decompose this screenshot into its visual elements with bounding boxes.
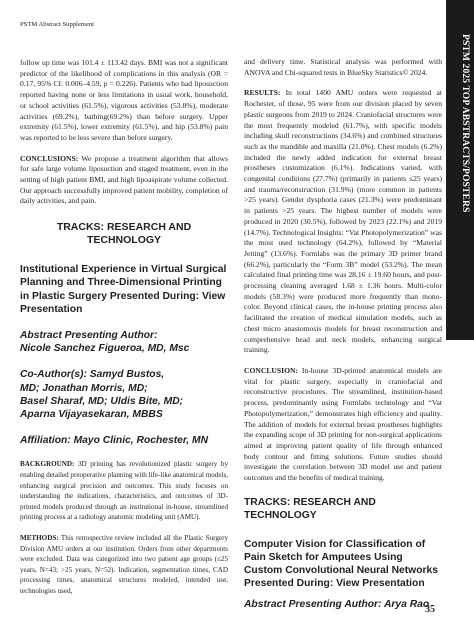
results-paragraph [244,88,442,356]
right-column [244,57,442,611]
conclusions-label: CONCLUSIONS: [20,153,79,163]
side-tab-label: PSTM 2025 TOP ABSTRACTS/POSTERS [460,34,471,213]
continued-methods-text: and delivery time. Statistical analysis was performed with ANOVA and Chi-squared tests in BlueSky Statistics© 2024. [244,57,442,77]
methods-paragraph [20,533,228,597]
background-text: 3D printing has revolutionized plastic surgery by enabling detailed preoperative planning with life-like anatomical models, enhancing surgical precision and outcomes. This study focuses on understanding the indications, characteristics, and outcomes of 3D-printed models produced through an institutional in-house, streamlined printing process at a radiology anatomic modeling unit (AMU). [20,460,229,522]
left-column [20,58,228,597]
abstract-title: Institutional Experience in Virtual Surgical Planning and Three-Dimensional Printing in Plastic Surgery Presented During: View Presentation [20,264,227,315]
coauthors-line-1: Co-Author(s): Samyd Bustos, [20,369,165,381]
results-label: RESULTS: [244,88,281,98]
section-heading-tracks: TRACKS: RESEARCH AND TECHNOLOGY [56,221,192,247]
coauthors-line-4: Aparna Vijayasekaran, MBBS [20,408,163,420]
background-paragraph [20,459,228,523]
background-label: BACKGROUND: [20,460,75,469]
results-text: In total 1400 AMU orders were requested at Rochester, of those, 95 were from our division placed by seven plastic surgeons from 2019 to 2024. Craniofacial structures were the most frequently modeled (61.7%), with specific models including skull reconstructions (34.6%) and combined structures such as the mandible and maxilla (21.0%). Chest models (6.2%) included the newly added indication for external breast prostheses customization (6.1%). Indications varied, with congenital conditions (27.7%) (primarily in patients ≤25 years) and trauma/reconstruction (31.9%) (more common in patients >25 years). Gender dysphoria cases (21.3%) were predominant in patients >25 years. The highest number of models were produced in 2020 (30.5%), followed by 2023 (22.1%) and 2019 (14.7%). Technological Insights: “Vat Photopolymerization” was the most used technology (64.2%), followed by “Material Jetting” (13.6%). Formlabs was the primary 3D printer brand (66.2%), particularly the “Form 3B” model (53.2%). The mean calculated final printing time was 28.16 ± 19.60 hours, and post-processing cleaning averaged 1.68 ± 1.36 hours. Multi-color models (58.3%) were produced more frequently than mono-color. Beyond clinical cases, the in-house printing process also facilitated the creation of medical simulation models, such as chest micro anastomosis models for breast reconstruction and comprehensive head and neck models, enhancing surgical training. [244,88,442,355]
continued-results-text: follow up time was 101.4 ± 113.42 days. BMI was not a significant predictor of the likelihood of complications in this analysis (OR = 0.17, 95% CI: 0.006–4.59, p = 0.226). Patients who had liposuction reported having none or less limitations in usual work, household, or school activities (61.5%), vigorous activities (53.8%), moderate activities (69.2%), bathing(69.2%) than before surgery. Upper extremity (61.5%), lower extremity (61.5%), and hip (53.8%) pain was reported to be less severe than before surgery. [20,58,228,142]
page-number: 35 [425,604,435,615]
conclusions-text: We propose a treatment algorithm that allows for safe large volume liposuction and staged treatment, even in the setting of high patient BMI, and high lipoaspirate volume collected. Our approach successfully improved patient mobility, completion of daily activities, and pain. [20,153,228,206]
methods-text: This retrospective review included all the Plastic Surgery Division AMU orders at our institution. Orders from other departments were excluded. Data was categorized into two patient age groups (≤25 years, N=43; >25 years, N=52). Indication, segmentation times, CAD processing times, anatomical structures modeled, intended use, technologies used, [20,533,228,595]
conclusion-text: In-house 3D-printed anatomical models are vital for plastic surgery, especially in craniofacial and reconstructive procedures. The streamlined, institution-based process, predominantly using Formlabs technology and “Vat Photopolymerization,” demonstrates high efficiency and quality. The addition of models for external breast prostheses highlights the expanding scope of 3D printing for non-surgical applications aimed at improving patient quality of life through enhanced body contour and fitting solutions. Future studies should investigate the correlation between 3D model use and patient outcomes and the benefits of medical training. [244,365,442,483]
conclusion-label: CONCLUSION: [244,365,299,375]
section-heading-tracks-right: TRACKS: RESEARCH AND TECHNOLOGY [244,496,376,521]
coauthors-line-2: MD; Jonathan Morris, MD; [20,382,148,394]
conclusion-paragraph [244,366,442,484]
affiliation: Affiliation: Mayo Clinic, Rochester, MN [20,435,209,447]
presenter-name: Nicole Sanchez Figueroa, MD, Msc [20,343,190,355]
presenter-label: Abstract Presenting Author: [20,329,158,341]
abstract-title-right: Computer Vision for Classification of Pain Sketch for Amputees Using Custom Convolutional Neural Networks Presented During: View Presentation [244,538,438,590]
presenter-line-right: Abstract Presenting Author: Arya Rao [244,598,430,610]
coauthors-line-3: Basel Sharaf, MD; Uldis Bite, MD; [20,395,184,407]
conclusions-paragraph [20,154,228,208]
methods-label: METHODS: [20,533,59,542]
running-head: PSTM Abstract Supplement [20,21,94,28]
